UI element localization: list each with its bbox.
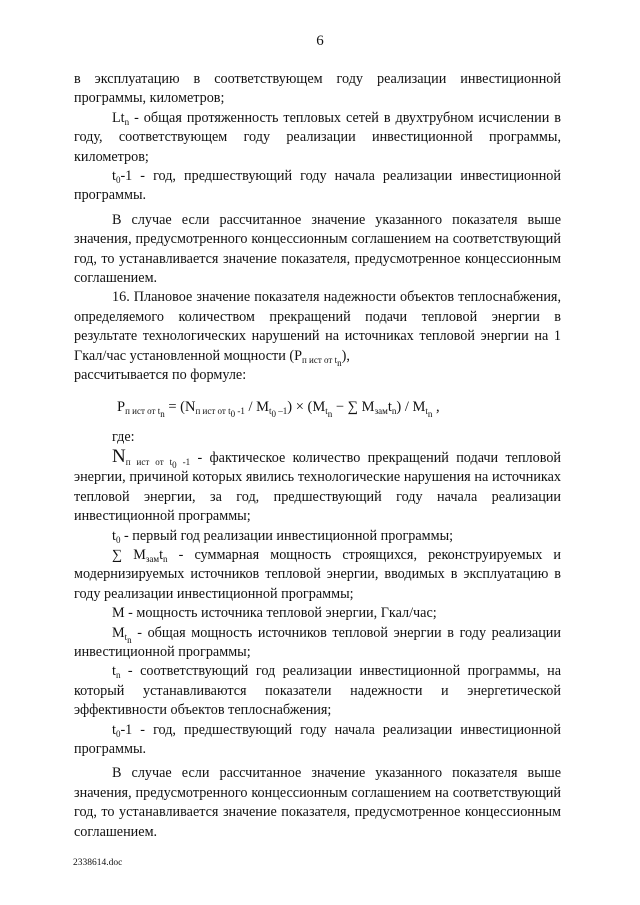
formula-intro: рассчитывается по формуле: (74, 367, 247, 384)
where-label: где: (112, 428, 135, 445)
paragraph-continuation: в эксплуатацию в соответствующем году реализации инвестиционной программы, километров; (74, 71, 561, 107)
definition-n: $N_{п ист от t_0 -1}$ - фактическое количество прекращений подачи тепловой энергии, причиной которых явились технологические нарушения на источниках тепловой энергии, за год, предшествующий году начала реализации инвестиционной программы; (74, 445, 562, 525)
formula: $P_{п ист от t_n} = (N_{п ист от t_0 -1} / M_{t_0 -1}) \times (M_{t_n}$ − ∑ $M_{зам}t_n) / M_{t_n}$ , (117, 398, 440, 419)
definition-mt: $M_{t_n}$ - общая мощность источников тепловой энергии в году реализации инвестиционной программы; (74, 624, 561, 660)
definition-t0: $t_0$ - первый год реализации инвестиционной программы; (112, 527, 454, 545)
definition-t0-1-second: $t_0-1$ - год, предшествующий году начала реализации инвестиционной программы. (74, 721, 561, 757)
definition-t0-1: $t_0-1$ - год, предшествующий году начала реализации инвестиционной программы. (74, 168, 561, 204)
definition-sum-mzam: ∑ $M_{зам}t_n$ - суммарная мощность строящихся, реконструируемых и модернизируемых источников тепловой энергии, вводимых в эксплуатацию в году реализации инвестиционной программы; (74, 546, 561, 602)
footer-filename: 2338614.doc (73, 858, 123, 868)
definition-lt: $Lt_n$ - общая протяженность тепловых сетей в двухтрубном исчислении в году, соответствующем году реализации инвестиционной программы, километров; (74, 109, 561, 165)
paragraph-case-2: В случае если рассчитанное значение указанного показателя выше значения, предусмотренного концессионным соглашением на соответствующий год, то устанавливается значение показателя, предусмотренное концессионным соглашением. (74, 765, 561, 840)
page-number: 6 (316, 33, 324, 49)
document-body (74, 70, 561, 842)
paragraph-case-1: В случае если рассчитанное значение указанного показателя выше значения, предусмотренного концессионным соглашением на соответствующий год, то устанавливается значение показателя, предусмотренное концессионным соглашением. (74, 211, 561, 287)
definition-tn: $t_n$ - соответствующий год реализации инвестиционной программы, на который устанавливаются показатели надежности и энергетической эффективности объектов теплоснабжения; (74, 663, 561, 719)
paragraph-16: 16. Плановое значение показателя надежности объектов теплоснабжения, определяемого количеством прекращений подачи тепловой энергии в результате технологических нарушений на источниках тепловой энергии на 1 Гкал/час установленной мощности $(P_{п ист от t_n})$, (74, 289, 561, 368)
definition-m: M - мощность источника тепловой энергии, Гкал/час; (112, 605, 437, 622)
